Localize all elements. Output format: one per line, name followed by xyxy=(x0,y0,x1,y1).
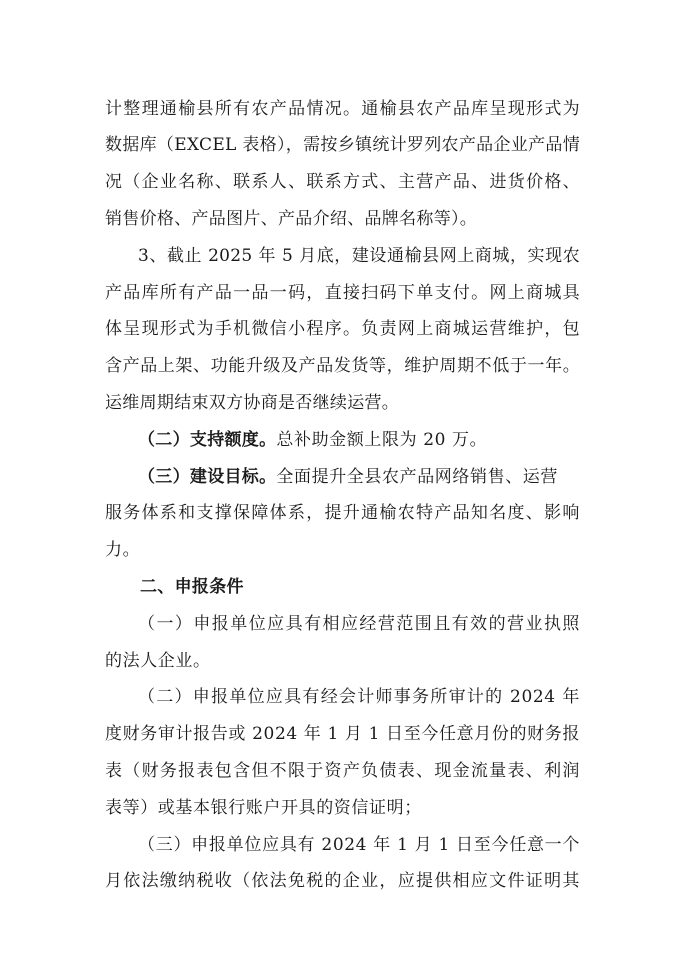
text-line: 产品库所有产品一品一码，直接扫码下单支付。网上商城具 xyxy=(105,283,580,303)
text-line: 计整理通榆县所有农产品情况。通榆县农产品库呈现形式为 xyxy=(105,99,580,119)
support-amount-text: 总补助金额上限为 20 万。 xyxy=(276,430,488,450)
text-line: （三）申报单位应具有 2024 年 1 月 1 日至今任意一个 xyxy=(138,835,580,855)
text-line: 含产品上架、功能升级及产品发货等，维护周期不低于一年。 xyxy=(105,356,580,376)
text-line: 况（企业名称、联系人、联系方式、主营产品、进货价格、 xyxy=(105,172,580,192)
text-line: 力。 xyxy=(105,540,141,560)
text-line: 销售价格、产品图片、产品介绍、品牌名称等）。 xyxy=(105,209,478,229)
construction-goal-label: （三）建设目标。 xyxy=(138,467,277,487)
text-line: （二）申报单位应具有经会计师事务所审计的 2024 年 xyxy=(138,687,580,707)
text-line: 月依法缴纳税收（依法免税的企业，应提供相应文件证明其 xyxy=(105,871,580,891)
text-line: 数据库（EXCEL 表格），需按乡镇统计罗列农产品企业产品情 xyxy=(105,135,580,155)
text-line: （一）申报单位应具有相应经营范围且有效的营业执照 xyxy=(138,614,580,634)
text-line: 的法人企业。 xyxy=(105,651,211,671)
construction-goal-paragraph xyxy=(138,466,580,488)
text-line: 服务体系和支撑保障体系，提升通榆农特产品知名度、影响 xyxy=(105,503,580,523)
text-line: 表（财务报表包含但不限于资产负债表、现金流量表、利润 xyxy=(105,761,580,781)
text-line: 体呈现形式为手机微信小程序。负责网上商城运营维护，包 xyxy=(105,319,580,339)
text-line: 表等）或基本银行账户开具的资信证明； xyxy=(105,798,422,818)
support-amount-paragraph xyxy=(138,429,580,451)
text-line: 运维周期结束双方协商是否继续运营。 xyxy=(105,393,400,413)
support-amount-label: （二）支持额度。 xyxy=(138,430,277,450)
text-line: 度财务审计报告或 2024 年 1 月 1 日至今任意月份的财务报 xyxy=(105,724,580,744)
construction-goal-text: 全面提升全县农产品网络销售、运营 xyxy=(276,467,559,487)
section-heading: 二、申报条件 xyxy=(140,577,244,597)
text-line: 3、截止 2025 年 5 月底，建设通榆县网上商城，实现农 xyxy=(138,246,580,266)
